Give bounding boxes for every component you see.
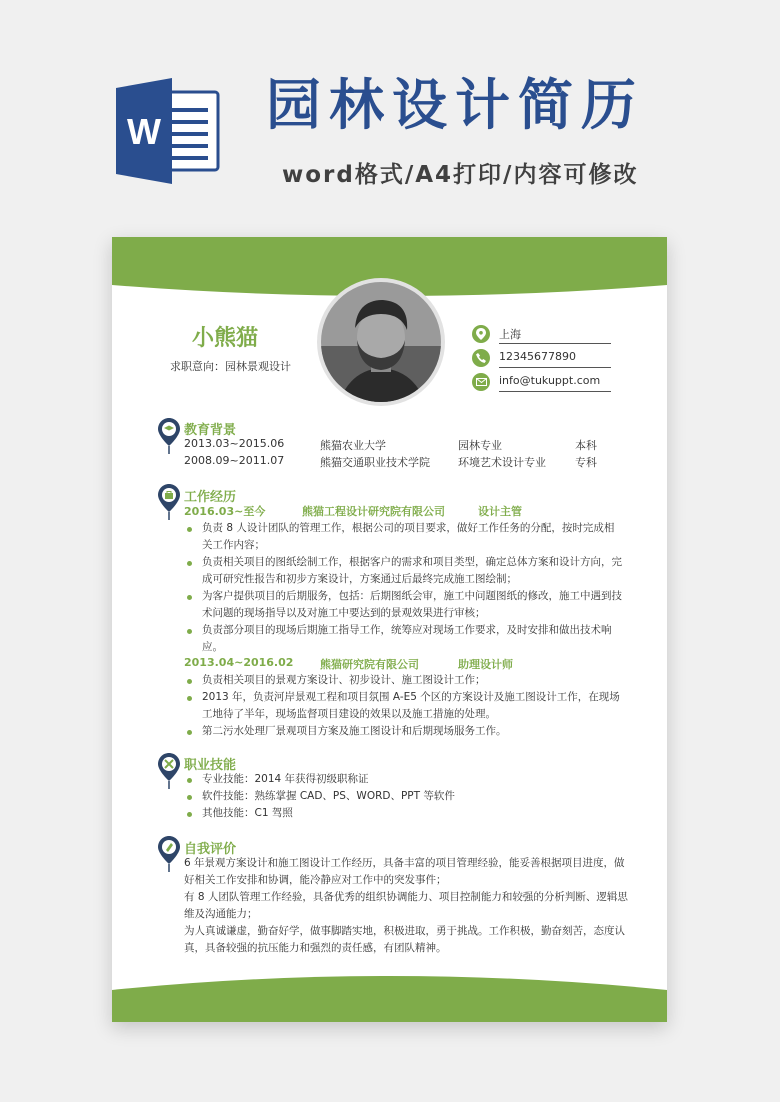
self-eval-text (184, 855, 629, 957)
job-period: 2013.04~2016.02 (184, 656, 294, 669)
list-item: 第二污水处理厂景观项目方案及施工图设计和后期现场服务工作。 (184, 723, 624, 740)
word-logo-letter: W (127, 111, 161, 152)
education-title: 教育背景 (184, 423, 237, 438)
self-eval-paragraph: 为人真诚谦虚，勤奋好学，做事脚踏实地，积极进取，勇于挑战。工作积极，勤奋刻苦，态度认真，具备较强的抗压能力和强烈的责任感，有团队精神。 (184, 925, 625, 954)
job-company: 熊猫研究院有限公司 (320, 658, 419, 671)
edu-major: 环境艺术设计专业 (458, 456, 546, 469)
edu-school: 熊猫交通职业技术学院 (320, 456, 430, 469)
avatar (317, 278, 445, 406)
skills-pin-icon (158, 753, 180, 789)
phone-icon (472, 349, 490, 367)
edu-major: 园林专业 (458, 439, 502, 452)
list-item: 2013 年，负责河岸景观工程和项目氛围 A-E5 个区的方案设计及施工图设计工作，在现场工地待了半年，现场监督项目建设的效果以及施工措施的处理。 (184, 689, 624, 723)
word-logo-icon (112, 76, 222, 186)
edu-degree: 本科 (575, 439, 597, 452)
list-item: 负责相关项目的景观方案设计、初步设计、施工图设计工作； (184, 672, 624, 689)
mail-icon (472, 373, 490, 391)
list-item: 软件技能：熟练掌握 CAD、PS、WORD、PPT 等软件 (184, 788, 624, 805)
job-period: 2016.03~至今 (184, 505, 266, 518)
skills-title: 职业技能 (184, 758, 237, 773)
skills-list (184, 771, 624, 822)
contact-phone-text: 12345677890 (499, 350, 576, 363)
self-eval-paragraph: 有 8 人团队管理工作经验，具备优秀的组织协调能力、项目控制能力和较强的分析判断、逻辑思维及沟通能力； (184, 891, 628, 920)
list-item: 负责相关项目的图纸绘制工作，根据客户的需求和项目类型，确定总体方案和设计方向，完成可研究性报告和初步方案设计，方案通过后最终完成施工图绘制； (184, 554, 624, 588)
list-item: 其他技能：C1 驾照 (184, 805, 624, 822)
contact-underline (499, 343, 611, 344)
education-pin-icon (158, 418, 180, 454)
list-item: 专业技能：2014 年获得初级职称证 (184, 771, 624, 788)
resume-sheet (112, 237, 667, 1022)
contact-mail (472, 373, 612, 393)
job-duties-list (184, 672, 624, 740)
list-item: 负责 8 人设计团队的管理工作，根据公司的项目要求，做好工作任务的分配，按时完成相关工作内容； (184, 520, 624, 554)
self-eval-paragraph: 6 年景观方案设计和施工图设计工作经历，具备丰富的项目管理经验，能妥善根据项目进度，做好相关工作安排和协调，能冷静应对工作中的突发事件； (184, 857, 625, 886)
work-pin-icon (158, 484, 180, 520)
edu-degree: 专科 (575, 456, 597, 469)
work-title: 工作经历 (184, 490, 237, 505)
self-eval-pin-icon (158, 836, 180, 872)
job-intent-label: 求职意向： (170, 360, 225, 373)
job-role: 设计主管 (478, 505, 522, 518)
job-intent-value: 园林景观设计 (225, 360, 291, 373)
list-item: 负责部分项目的现场后期施工指导工作，统筹应对现场工作要求，及时安排和做出技术响应。 (184, 622, 624, 656)
job-intent (170, 358, 291, 374)
profile-name: 小熊猫 (192, 326, 259, 351)
edu-period: 2008.09~2011.07 (184, 454, 285, 467)
job-duties-list (184, 520, 624, 656)
page-subtitle: word格式/A4打印/内容可修改 (282, 162, 639, 188)
list-item: 为客户提供项目的后期服务，包括：后期图纸会审，施工中问题图纸的修改，施工中遇到技术问题的现场指导以及对施工中要达到的景观效果进行审核； (184, 588, 624, 622)
contact-location (472, 325, 612, 345)
job-company: 熊猫工程设计研究院有限公司 (302, 505, 445, 518)
bottom-decoration (112, 962, 667, 1022)
contact-underline (499, 367, 611, 368)
edu-period: 2013.03~2015.06 (184, 437, 285, 450)
location-icon (472, 325, 490, 343)
self-eval-title: 自我评价 (184, 842, 237, 857)
edu-school: 熊猫农业大学 (320, 439, 386, 452)
contact-phone (472, 349, 612, 369)
contact-location-text: 上海 (499, 328, 521, 341)
portrait-illustration (321, 282, 441, 402)
contact-underline (499, 391, 611, 392)
contact-mail-text: info@tukuppt.com (499, 374, 601, 387)
job-role: 助理设计师 (458, 658, 513, 671)
page-title: 园林设计简历 (266, 73, 645, 137)
